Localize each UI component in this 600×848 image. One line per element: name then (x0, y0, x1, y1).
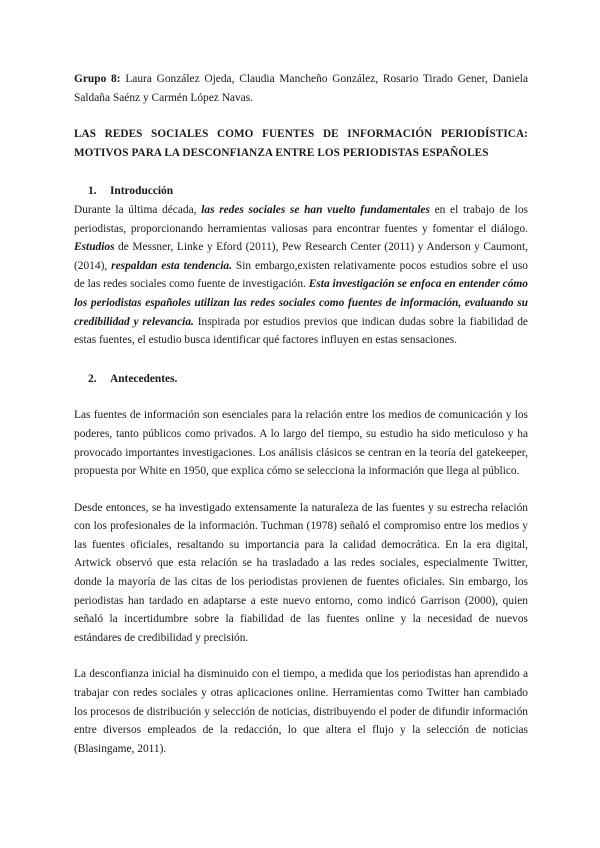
paragraph-introduccion (74, 201, 528, 350)
section-heading-introduccion (74, 182, 528, 201)
emphasis-run: respaldan esta tendencia. (111, 259, 232, 272)
group-label: Grupo 8: (74, 73, 121, 85)
authors-line (74, 70, 528, 107)
paragraph-antecedentes-1: Las fuentes de información son esenciales para la relación entre los medios de comunicación y los poderes, tanto públicos como privados. A lo largo del tiempo, su estudio ha sido meticuloso y ha provocado importantes investigaciones. Los análisis clásicos se centran en la teoría del gatekeeper, propuesta por White en 1950, que explica cómo se selecciona la información que llega al público. (74, 409, 528, 478)
text-run: Durante la última década, (74, 203, 202, 216)
section-heading-antecedentes (74, 370, 528, 389)
text-run: Inspirada por estudios previos que indican dudas sobre la fiabilidad de estas fuentes, el estudio busca identificar qué factores influyen en estas sensaciones. (74, 315, 528, 347)
document-title: LAS REDES SOCIALES COMO FUENTES DE INFORMACIÓN PERIODÍSTICA: MOTIVOS PARA LA DESCONFIANZA ENTRE LOS PERIODISTAS ESPAÑOLES (74, 128, 528, 159)
section-title: Introducción (110, 185, 174, 198)
section-number: 1. (88, 185, 97, 198)
author-names: Laura González Ojeda, Claudia Mancheño González, Rosario Tirado Gener, Daniela Saldaña Saénz y Carmén López Navas. (74, 73, 529, 104)
text-run: en el trabajo de los periodistas, proporcionando herramientas valiosas para encontrar fuentes y fomentar el diálogo. (74, 203, 528, 235)
paragraph-antecedentes-3: La desconfianza inicial ha disminuido con el tiempo, a medida que los periodistas han aprendido a trabajar con redes sociales y otras aplicaciones online. Herramientas como Twitter han cambiado los procesos de distribución y selección de noticias, distribuyendo el poder de difundir información entre diversos empleados de la redacción, lo que altera el flujo y la selección de noticias (Blasingame, 2011). (74, 668, 528, 755)
document-page (74, 70, 528, 758)
emphasis-run: Esta investigación se enfoca en entender cómo los periodistas españoles utilizan las redes sociales como fuentes de información, evaluando su credibilidad y relevancia. (74, 278, 528, 328)
section-title: Antecedentes. (110, 372, 178, 385)
emphasis-run: Estudios (74, 241, 115, 254)
text-run: Sin embargo,existen relativamente pocos estudios sobre el uso de las redes sociales como fuente de investigación. (74, 259, 528, 291)
section-number: 2. (88, 372, 97, 385)
text-run: de Messner, Linke y Eford (2011), Pew Research Center (2011) y Anderson y Caumont, (2014), (74, 241, 528, 272)
paragraph-antecedentes-2: Desde entonces, se ha investigado extensamente la naturaleza de las fuentes y su estrecha relación con los profesionales de la información. Tuchman (1978) señaló el compromiso entre los medios y las fuentes oficiales, resaltando su importancia para la calidad democrática. En la era digital, Artwick observó que esta relación se ha trasladado a las redes sociales, especialmente Twitter, donde la mayoría de las citas de los periodistas provienen de fuentes oficiales. Sin embargo, los periodistas han tardado en adaptarse a este nuevo entorno, como indicó Garrison (2000), quien señaló la incertidumbre sobre la fiabilidad de las fuentes online y la necesidad de nuevos estándares de credibilidad y precisión. (74, 501, 528, 644)
emphasis-run: las redes sociales se han vuelto fundamentales (201, 203, 430, 216)
